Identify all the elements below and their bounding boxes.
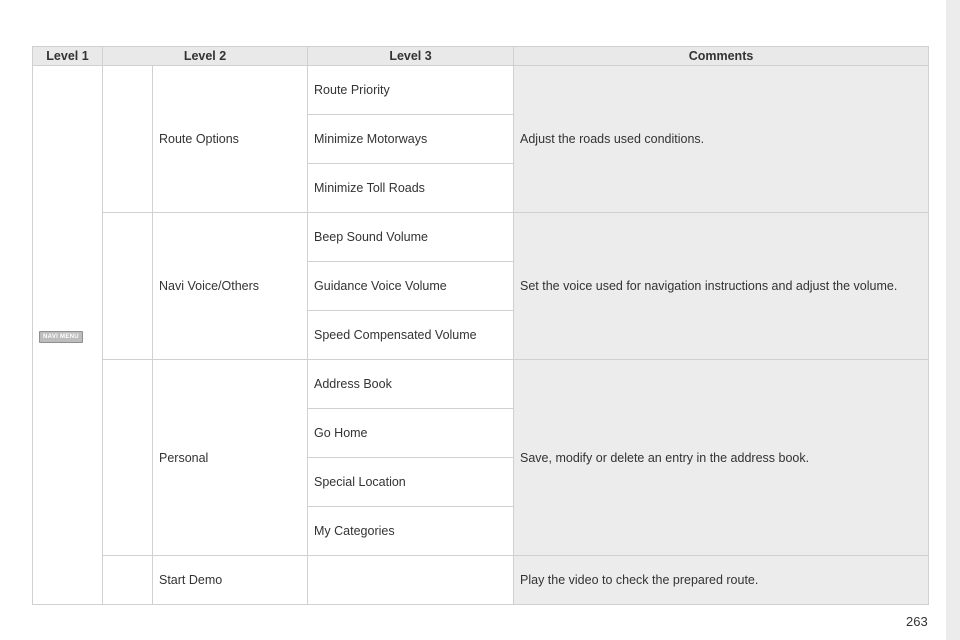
- comment-route-options: Adjust the roads used conditions.: [514, 66, 929, 213]
- level-2-start-demo: Start Demo: [153, 556, 308, 605]
- level-2-icon-cell: [103, 213, 153, 360]
- level-3-beep-sound-volume: Beep Sound Volume: [308, 213, 514, 262]
- level-2-navi-voice: Navi Voice/Others: [153, 213, 308, 360]
- comment-start-demo: Play the video to check the prepared route.: [514, 556, 929, 605]
- level-3-speed-compensated-volume: Speed Compensated Volume: [308, 311, 514, 360]
- level-3-address-book: Address Book: [308, 360, 514, 409]
- navi-menu-table: [32, 46, 929, 605]
- level-3-my-categories: My Categories: [308, 507, 514, 556]
- header-level-1: Level 1: [33, 47, 103, 66]
- level-3-minimize-toll-roads: Minimize Toll Roads: [308, 164, 514, 213]
- header-level-2: Level 2: [103, 47, 308, 66]
- header-level-3: Level 3: [308, 47, 514, 66]
- level-3-minimize-motorways: Minimize Motorways: [308, 115, 514, 164]
- table-row: [33, 66, 929, 115]
- table-row: [33, 556, 929, 605]
- table-row: [33, 213, 929, 262]
- level-2-route-options: Route Options: [153, 66, 308, 213]
- side-strip: [946, 0, 960, 640]
- comment-navi-voice: Set the voice used for navigation instructions and adjust the volume.: [514, 213, 929, 360]
- header-row: [33, 47, 929, 66]
- comment-personal: Save, modify or delete an entry in the address book.: [514, 360, 929, 556]
- navi-menu-button-icon: NAVI MENU: [39, 331, 83, 343]
- level-2-icon-cell: [103, 556, 153, 605]
- table-row: [33, 360, 929, 409]
- level-3-go-home: Go Home: [308, 409, 514, 458]
- header-comments: Comments: [514, 47, 929, 66]
- level-3-special-location: Special Location: [308, 458, 514, 507]
- level-1-cell: [33, 66, 103, 605]
- level-3-empty: [308, 556, 514, 605]
- level-2-personal: Personal: [153, 360, 308, 556]
- level-3-guidance-voice-volume: Guidance Voice Volume: [308, 262, 514, 311]
- level-2-icon-cell: [103, 360, 153, 556]
- level-3-route-priority: Route Priority: [308, 66, 514, 115]
- page-number: 263: [906, 614, 928, 629]
- level-2-icon-cell: [103, 66, 153, 213]
